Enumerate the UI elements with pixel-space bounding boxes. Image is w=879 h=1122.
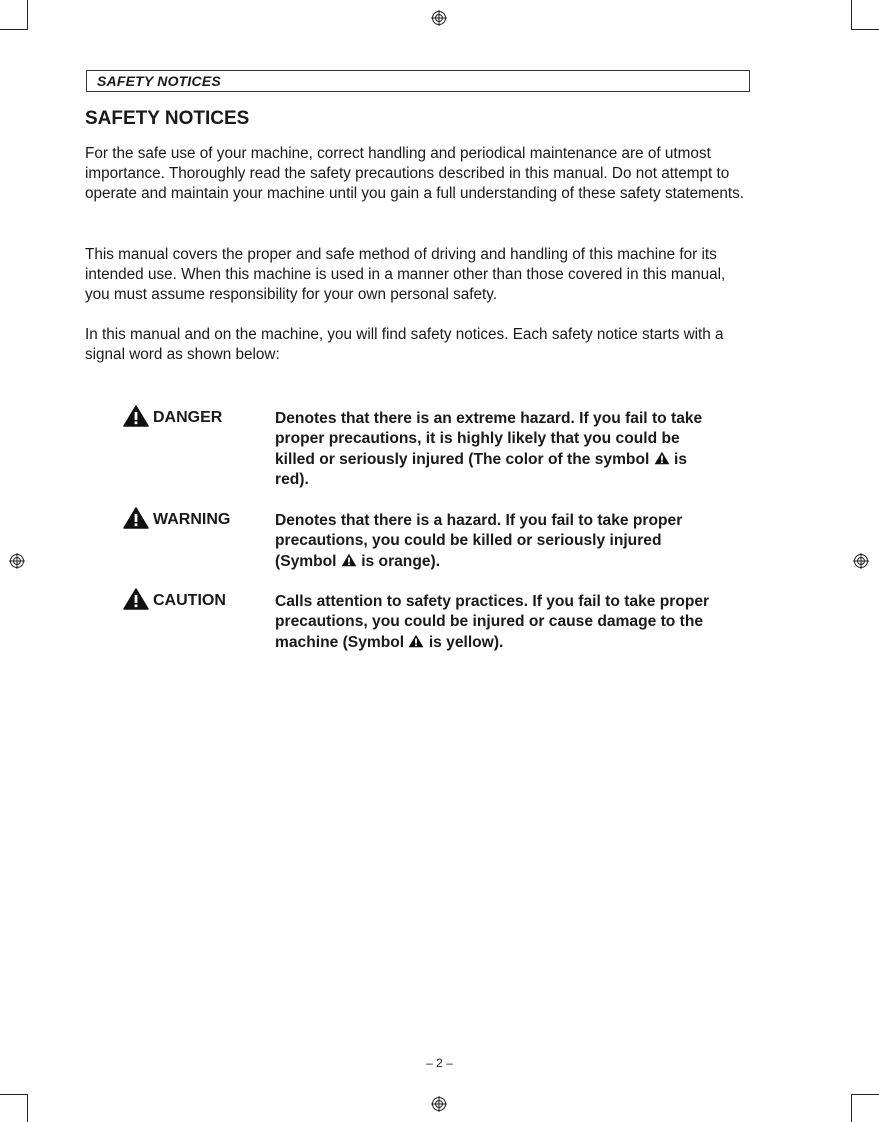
intro-paragraph: For the safe use of your machine, correct handling and periodical maintenance are of utmost importance. Thoroughly read the safety precautions described in this manual. Do not attempt to operate and maintain your machine until you gain a full understanding of these safety statements. bbox=[85, 145, 745, 203]
registration-mark-icon bbox=[9, 553, 25, 569]
notice-description-text: Calls attention to safety practices. If you fail to take proper precautions, you could be injured or cause damage to the machine (Symbol bbox=[275, 593, 710, 651]
page-number: – 2 – bbox=[426, 1056, 453, 1070]
signal-word-warning: WARNING bbox=[153, 511, 231, 528]
notice-description-text: is orange). bbox=[361, 552, 441, 570]
warning-triangle-icon bbox=[123, 507, 149, 529]
signal-word-danger: DANGER bbox=[153, 409, 223, 426]
notice-description-text: Denotes that there is a hazard. If you fail to take proper precautions, you could be killed or seriously injured (Symbol bbox=[275, 512, 683, 570]
notice-label-warning bbox=[123, 511, 230, 529]
crop-mark-bottom-right bbox=[851, 1094, 852, 1122]
notice-description-warning bbox=[275, 511, 720, 572]
notice-description-text: is red). bbox=[275, 450, 688, 489]
registration-mark-icon bbox=[431, 10, 447, 26]
crop-mark-top-left bbox=[0, 29, 28, 30]
notice-description-text: is yellow). bbox=[428, 633, 504, 651]
notice-label-danger bbox=[123, 409, 222, 427]
signal-word-paragraph: In this manual and on the machine, you will find safety notices. Each safety notice starts with a signal word as shown below: bbox=[85, 326, 724, 364]
running-header bbox=[86, 70, 750, 92]
warning-triangle-icon bbox=[123, 588, 149, 610]
warning-triangle-icon bbox=[123, 405, 149, 427]
page-title: SAFETY NOTICES bbox=[85, 108, 250, 129]
crop-mark-bottom-left bbox=[0, 1094, 28, 1095]
crop-mark-bottom-left bbox=[27, 1094, 28, 1122]
notice-description-caution bbox=[275, 592, 720, 653]
scope-paragraph: This manual covers the proper and safe method of driving and handling of this machine for its intended use. When this machine is used in a manner other than those covered in this manual, you must assume responsibility for your own personal safety. bbox=[85, 246, 726, 304]
notice-label-caution bbox=[123, 592, 226, 610]
notice-description-text: Denotes that there is an extreme hazard. If you fail to take proper precautions, it is highly likely that you could be killed or seriously injured (The color of the symbol bbox=[275, 410, 703, 468]
crop-mark-top-right bbox=[851, 0, 852, 30]
warning-triangle-icon bbox=[341, 553, 357, 567]
warning-triangle-icon bbox=[654, 451, 670, 465]
crop-mark-top-right bbox=[851, 29, 879, 30]
crop-mark-top-left bbox=[27, 0, 28, 30]
warning-triangle-icon bbox=[408, 634, 424, 648]
running-header-label: SAFETY NOTICES bbox=[97, 73, 221, 89]
notice-description-danger bbox=[275, 409, 720, 491]
crop-mark-bottom-right bbox=[851, 1094, 879, 1095]
registration-mark-icon bbox=[431, 1096, 447, 1112]
registration-mark-icon bbox=[853, 553, 869, 569]
signal-word-caution: CAUTION bbox=[153, 592, 226, 609]
